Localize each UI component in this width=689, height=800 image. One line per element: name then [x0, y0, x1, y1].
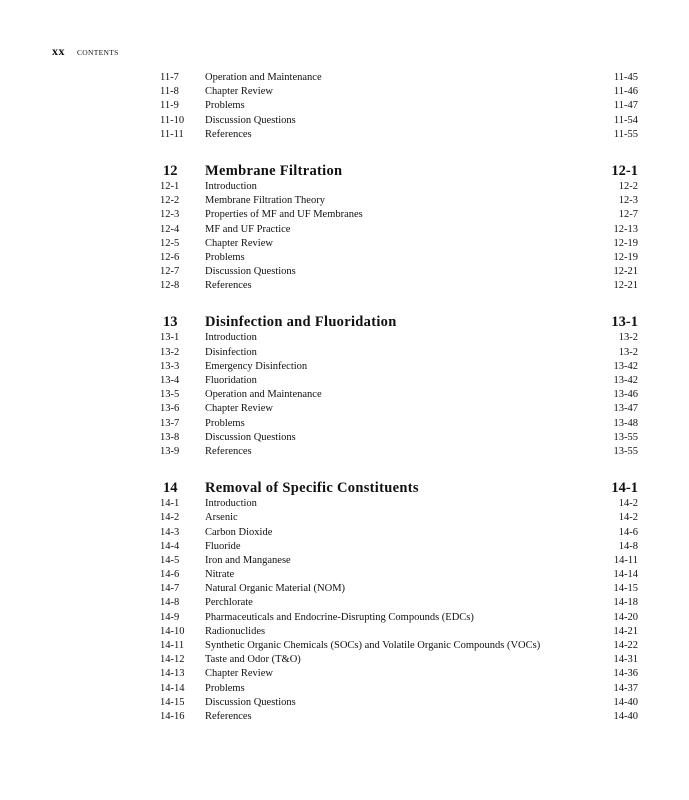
section-number: 11-8: [160, 86, 179, 98]
page-reference: 12-21: [613, 280, 638, 292]
running-head: [52, 44, 119, 59]
page-reference: 14-14: [613, 569, 638, 581]
page-reference: 14-18: [613, 597, 638, 609]
toc-entry: [160, 331, 638, 345]
section-number: 11-10: [160, 114, 185, 126]
toc-entry: [160, 696, 638, 710]
section-title: Pharmaceuticals and Endocrine-Disrupting Compounds (EDCs): [205, 611, 474, 623]
section-title: Fluoride: [205, 540, 241, 552]
section-title: Introduction: [205, 180, 257, 192]
page-reference: 12-2: [618, 180, 638, 192]
section-title: Carbon Dioxide: [205, 526, 273, 538]
toc-entry: [160, 667, 638, 681]
toc-entry: [160, 388, 638, 402]
section-title: Introduction: [205, 332, 257, 344]
page-reference: 12-19: [613, 251, 638, 263]
chapter-title: Removal of Specific Constituents: [205, 480, 419, 497]
page-reference: 14-40: [613, 710, 638, 722]
chapter-heading: [160, 313, 638, 331]
page-reference: 11-47: [613, 100, 638, 112]
section-number: 13-8: [160, 431, 180, 443]
section-title: Natural Organic Material (NOM): [205, 583, 346, 595]
toc-entry: [160, 417, 638, 431]
toc-entry: [160, 639, 638, 653]
page-reference: 11-45: [613, 72, 638, 83]
toc-entry: [160, 710, 638, 724]
section-title: Fluoridation: [205, 375, 257, 386]
toc-entry: [160, 497, 638, 511]
chapter-page-reference: 13-1: [611, 314, 638, 331]
section-number: 12-5: [160, 237, 180, 249]
section-title: Chapter Review: [205, 86, 273, 98]
page-reference: 14-40: [613, 696, 638, 708]
running-title: CONTENTS: [77, 48, 119, 57]
section-number: 13-3: [160, 360, 180, 372]
page-reference: 14-31: [613, 654, 638, 666]
page-reference: 11-46: [613, 86, 638, 98]
section-number: 13-6: [160, 403, 180, 415]
section-title: References: [205, 445, 252, 457]
section-title: Perchlorate: [205, 597, 253, 609]
section-number: 14-3: [160, 526, 180, 538]
toc-entry: [160, 682, 638, 696]
section-title: MF and UF Practice: [205, 223, 291, 235]
section-number: 14-11: [160, 640, 185, 651]
section-number: 14-1: [160, 498, 180, 510]
page-reference: 14-21: [613, 625, 638, 637]
toc-entry: [160, 114, 638, 128]
toc-entry: [160, 279, 638, 293]
toc-entry: [160, 445, 638, 459]
toc-entry: [160, 128, 638, 142]
toc-entry: [160, 625, 638, 639]
section-number: 14-5: [160, 554, 180, 566]
chapter-title: Disinfection and Fluoridation: [205, 314, 397, 331]
section-number: 14-13: [160, 668, 185, 680]
section-title: Problems: [205, 682, 245, 694]
toc-entry: [160, 582, 638, 596]
section-number: 13-9: [160, 445, 180, 457]
toc-entry: [160, 223, 638, 237]
section-title: Problems: [205, 100, 245, 112]
page-reference: 13-47: [613, 403, 638, 415]
section-title: Discussion Questions: [205, 266, 296, 278]
section-title: Taste and Odor (T&O): [205, 654, 301, 666]
toc-entry: [160, 596, 638, 610]
chapter-page-reference: 12-1: [611, 162, 638, 179]
section-number: 14-10: [160, 625, 185, 637]
page-number: xx: [52, 44, 65, 58]
section-number: 11-11: [160, 128, 184, 140]
page-reference: 13-42: [613, 360, 638, 372]
section-title: Operation and Maintenance: [205, 389, 322, 401]
section-number: 11-9: [160, 100, 179, 112]
page-reference: 14-11: [613, 554, 638, 566]
section-number: 14-9: [160, 611, 180, 623]
toc-entry: [160, 237, 638, 251]
page-reference: 12-19: [613, 237, 638, 249]
section-number: 13-1: [160, 332, 180, 344]
section-title: Problems: [205, 251, 245, 263]
page-reference: 13-46: [613, 389, 638, 401]
page-reference: 13-42: [613, 375, 638, 386]
section-number: 12-3: [160, 209, 180, 221]
page-reference: 14-2: [618, 498, 638, 510]
section-number: 12-7: [160, 266, 180, 278]
section-number: 12-6: [160, 251, 180, 263]
section-number: 13-4: [160, 375, 180, 386]
toc-entry: [160, 554, 638, 568]
section-number: 12-2: [160, 195, 180, 207]
page-reference: 14-37: [613, 682, 638, 694]
page-reference: 14-22: [613, 640, 638, 651]
page-reference: 12-21: [613, 266, 638, 278]
section-title: References: [205, 710, 252, 722]
section-number: 12-4: [160, 223, 180, 235]
section-title: Introduction: [205, 498, 257, 510]
toc-entry: [160, 251, 638, 265]
section-title: Disinfection: [205, 346, 257, 358]
section-title: Problems: [205, 417, 245, 429]
page-reference: 14-8: [618, 540, 638, 552]
toc-entry: [160, 568, 638, 582]
section-number: 14-6: [160, 569, 180, 581]
section-title: Operation and Maintenance: [205, 72, 322, 83]
chapter-page-reference: 14-1: [611, 480, 638, 497]
section-number: 14-14: [160, 682, 185, 694]
section-number: 12-1: [160, 180, 180, 192]
section-title: Emergency Disinfection: [205, 360, 308, 372]
section-number: 13-7: [160, 417, 180, 429]
section-title: Arsenic: [205, 512, 238, 524]
section-title: Chapter Review: [205, 403, 273, 415]
page-reference: 14-2: [618, 512, 638, 524]
section-title: Radionuclides: [205, 625, 266, 637]
toc-entry: [160, 208, 638, 222]
page-reference: 14-20: [613, 611, 638, 623]
page-reference: 14-36: [613, 668, 638, 680]
page-reference: 13-55: [613, 445, 638, 457]
page-reference: 14-6: [618, 526, 638, 538]
section-title: Iron and Manganese: [205, 554, 291, 566]
chapter-heading: [160, 162, 638, 180]
section-number: 14-2: [160, 512, 180, 524]
section-title: Discussion Questions: [205, 696, 296, 708]
section-number: 14-4: [160, 540, 180, 552]
toc-entry: [160, 180, 638, 194]
section-title: Membrane Filtration Theory: [205, 195, 325, 207]
page-reference: 11-54: [613, 114, 638, 126]
chapter-number: 12: [163, 162, 178, 179]
page-reference: 13-2: [618, 346, 638, 358]
toc-entry: [160, 71, 638, 85]
toc-entry: [160, 511, 638, 525]
section-title: References: [205, 280, 252, 292]
toc-entry: [160, 374, 638, 388]
toc-entry: [160, 360, 638, 374]
chapter-title: Membrane Filtration: [205, 162, 343, 179]
page-reference: 14-15: [613, 583, 638, 595]
section-title: Discussion Questions: [205, 114, 296, 126]
section-number: 12-8: [160, 280, 180, 292]
toc-entry: [160, 99, 638, 113]
toc-entry: [160, 526, 638, 540]
toc-entry: [160, 85, 638, 99]
section-title: Synthetic Organic Chemicals (SOCs) and Volatile Organic Compounds (VOCs): [205, 640, 541, 651]
toc-entry: [160, 431, 638, 445]
section-number: 14-16: [160, 710, 185, 722]
section-title: Chapter Review: [205, 668, 273, 680]
table-of-contents: [160, 71, 638, 724]
section-title: References: [205, 128, 252, 140]
chapter-number: 14: [163, 480, 178, 497]
section-number: 14-7: [160, 583, 180, 595]
page-reference: 13-2: [618, 332, 638, 344]
chapter-number: 13: [163, 314, 178, 331]
chapter-heading: [160, 479, 638, 497]
page-reference: 11-55: [613, 128, 638, 140]
section-title: Chapter Review: [205, 237, 273, 249]
toc-entry: [160, 540, 638, 554]
page-reference: 12-13: [613, 223, 638, 235]
section-number: 13-5: [160, 389, 180, 401]
page-reference: 12-3: [618, 195, 638, 207]
section-number: 11-7: [160, 72, 179, 83]
section-number: 14-8: [160, 597, 180, 609]
section-title: Properties of MF and UF Membranes: [205, 209, 363, 221]
page-reference: 13-55: [613, 431, 638, 443]
toc-entry: [160, 194, 638, 208]
toc-entry: [160, 265, 638, 279]
toc-entry: [160, 611, 638, 625]
section-number: 13-2: [160, 346, 180, 358]
toc-entry: [160, 346, 638, 360]
page-reference: 13-48: [613, 417, 638, 429]
section-number: 14-12: [160, 654, 185, 666]
toc-entry: [160, 402, 638, 416]
section-number: 14-15: [160, 696, 185, 708]
toc-entry: [160, 653, 638, 667]
section-title: Discussion Questions: [205, 431, 296, 443]
page-reference: 12-7: [618, 209, 638, 221]
section-title: Nitrate: [205, 569, 235, 581]
